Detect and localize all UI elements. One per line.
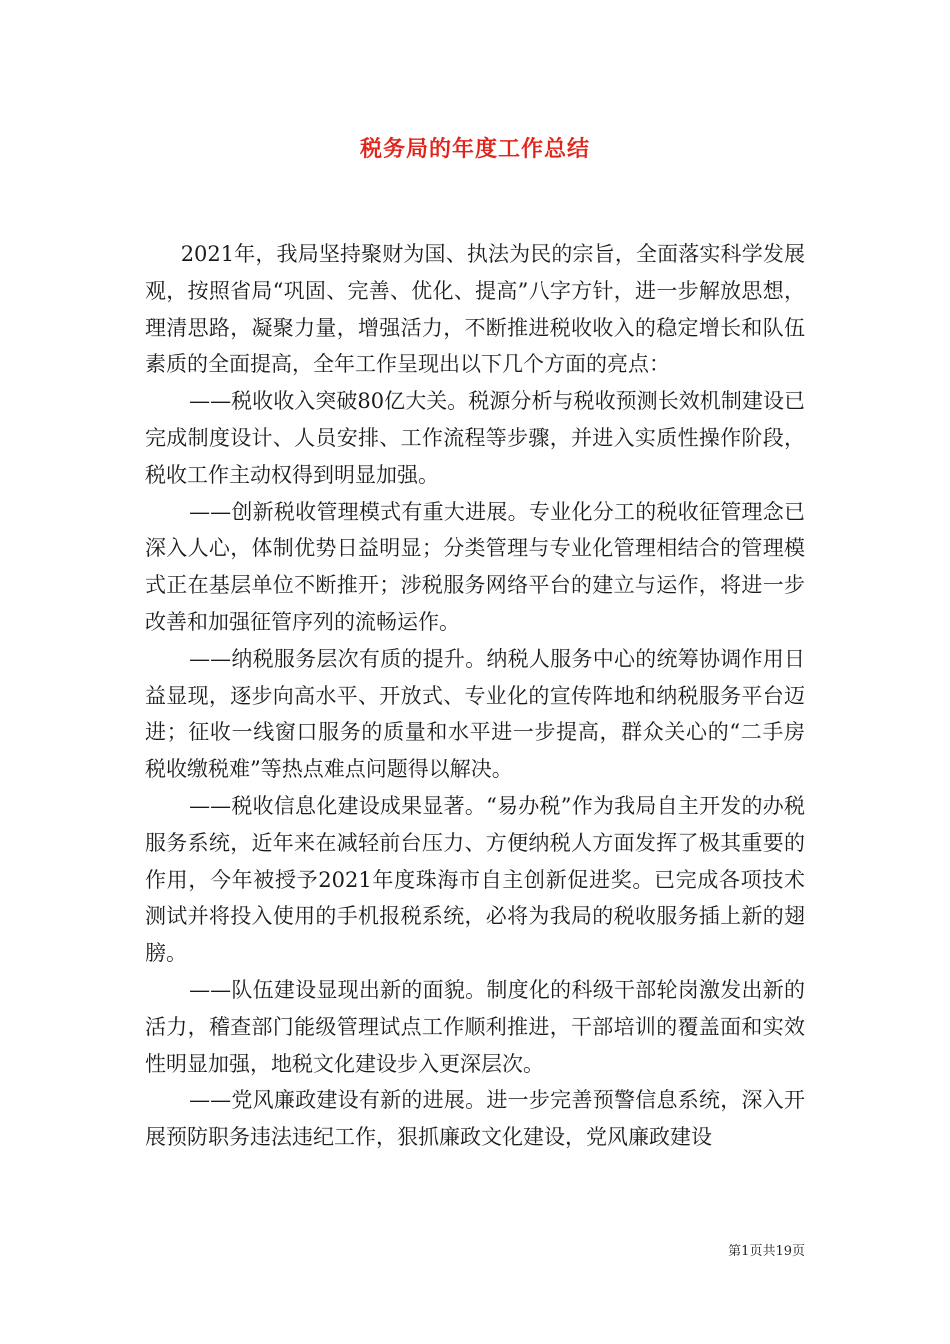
paragraph-taxpayer-service: ——纳税服务层次有质的提升。纳税人服务中心的统筹协调作用日益显现，逐步向高水平、开放式、专业化的宣传阵地和纳税服务平台迈进；征收一线窗口服务的质量和水平进一步提高，群众关心的“二手房税收缴税难”等热点难点问题得以解决。 [145, 646, 805, 782]
paragraph-management-mode: ——创新税收管理模式有重大进展。专业化分工的税收征管理念已深入人心，体制优势日益明显；分类管理与专业化管理相结合的管理模式正在基层单位不断推开；涉税服务网络平台的建立与运作，将进一步改善和加强征管序列的流畅运作。 [145, 499, 805, 634]
paragraph-tax-revenue: ——税收收入突破80亿大关。税源分析与税收预测长效机制建设已完成制度设计、人员安排、工作流程等步骤，并进入实质性操作阶段，税收工作主动权得到明显加强。 [145, 389, 805, 487]
document-body [145, 236, 805, 1156]
page-number-footer: 第1页共19页 [728, 1244, 805, 1259]
document-title: 税务局的年度工作总结 [359, 137, 590, 162]
paragraph-integrity: ——党风廉政建设有新的进展。进一步完善预警信息系统，深入开展预防职务违法违纪工作，狠抓廉政文化建设，党风廉政建设 [145, 1088, 805, 1150]
paragraph-team-building: ——队伍建设显现出新的面貌。制度化的科级干部轮岗激发出新的活力，稽查部门能级管理试点工作顺利推进，干部培训的覆盖面和实效性明显加强，地税文化建设步入更深层次。 [145, 977, 805, 1076]
paragraph-intro: 2021年，我局坚持聚财为国、执法为民的宗旨，全面落实科学发展观，按照省局“巩固、完善、优化、提高”八字方针，进一步解放思想，理清思路，凝聚力量，增强活力，不断推进税收收入的稳定增长和队伍素质的全面提高，全年工作呈现出以下几个方面的亮点： [145, 242, 805, 377]
paragraph-informatization: ——税收信息化建设成果显著。“易办税”作为我局自主开发的办税服务系统，近年来在减轻前台压力、方便纳税人方面发挥了极其重要的作用，今年被授予2021年度珠海市自主创新促进奖。已完成各项技术测试并将投入使用的手机报税系统，必将为我局的税收服务插上新的翅膀。 [145, 793, 805, 966]
